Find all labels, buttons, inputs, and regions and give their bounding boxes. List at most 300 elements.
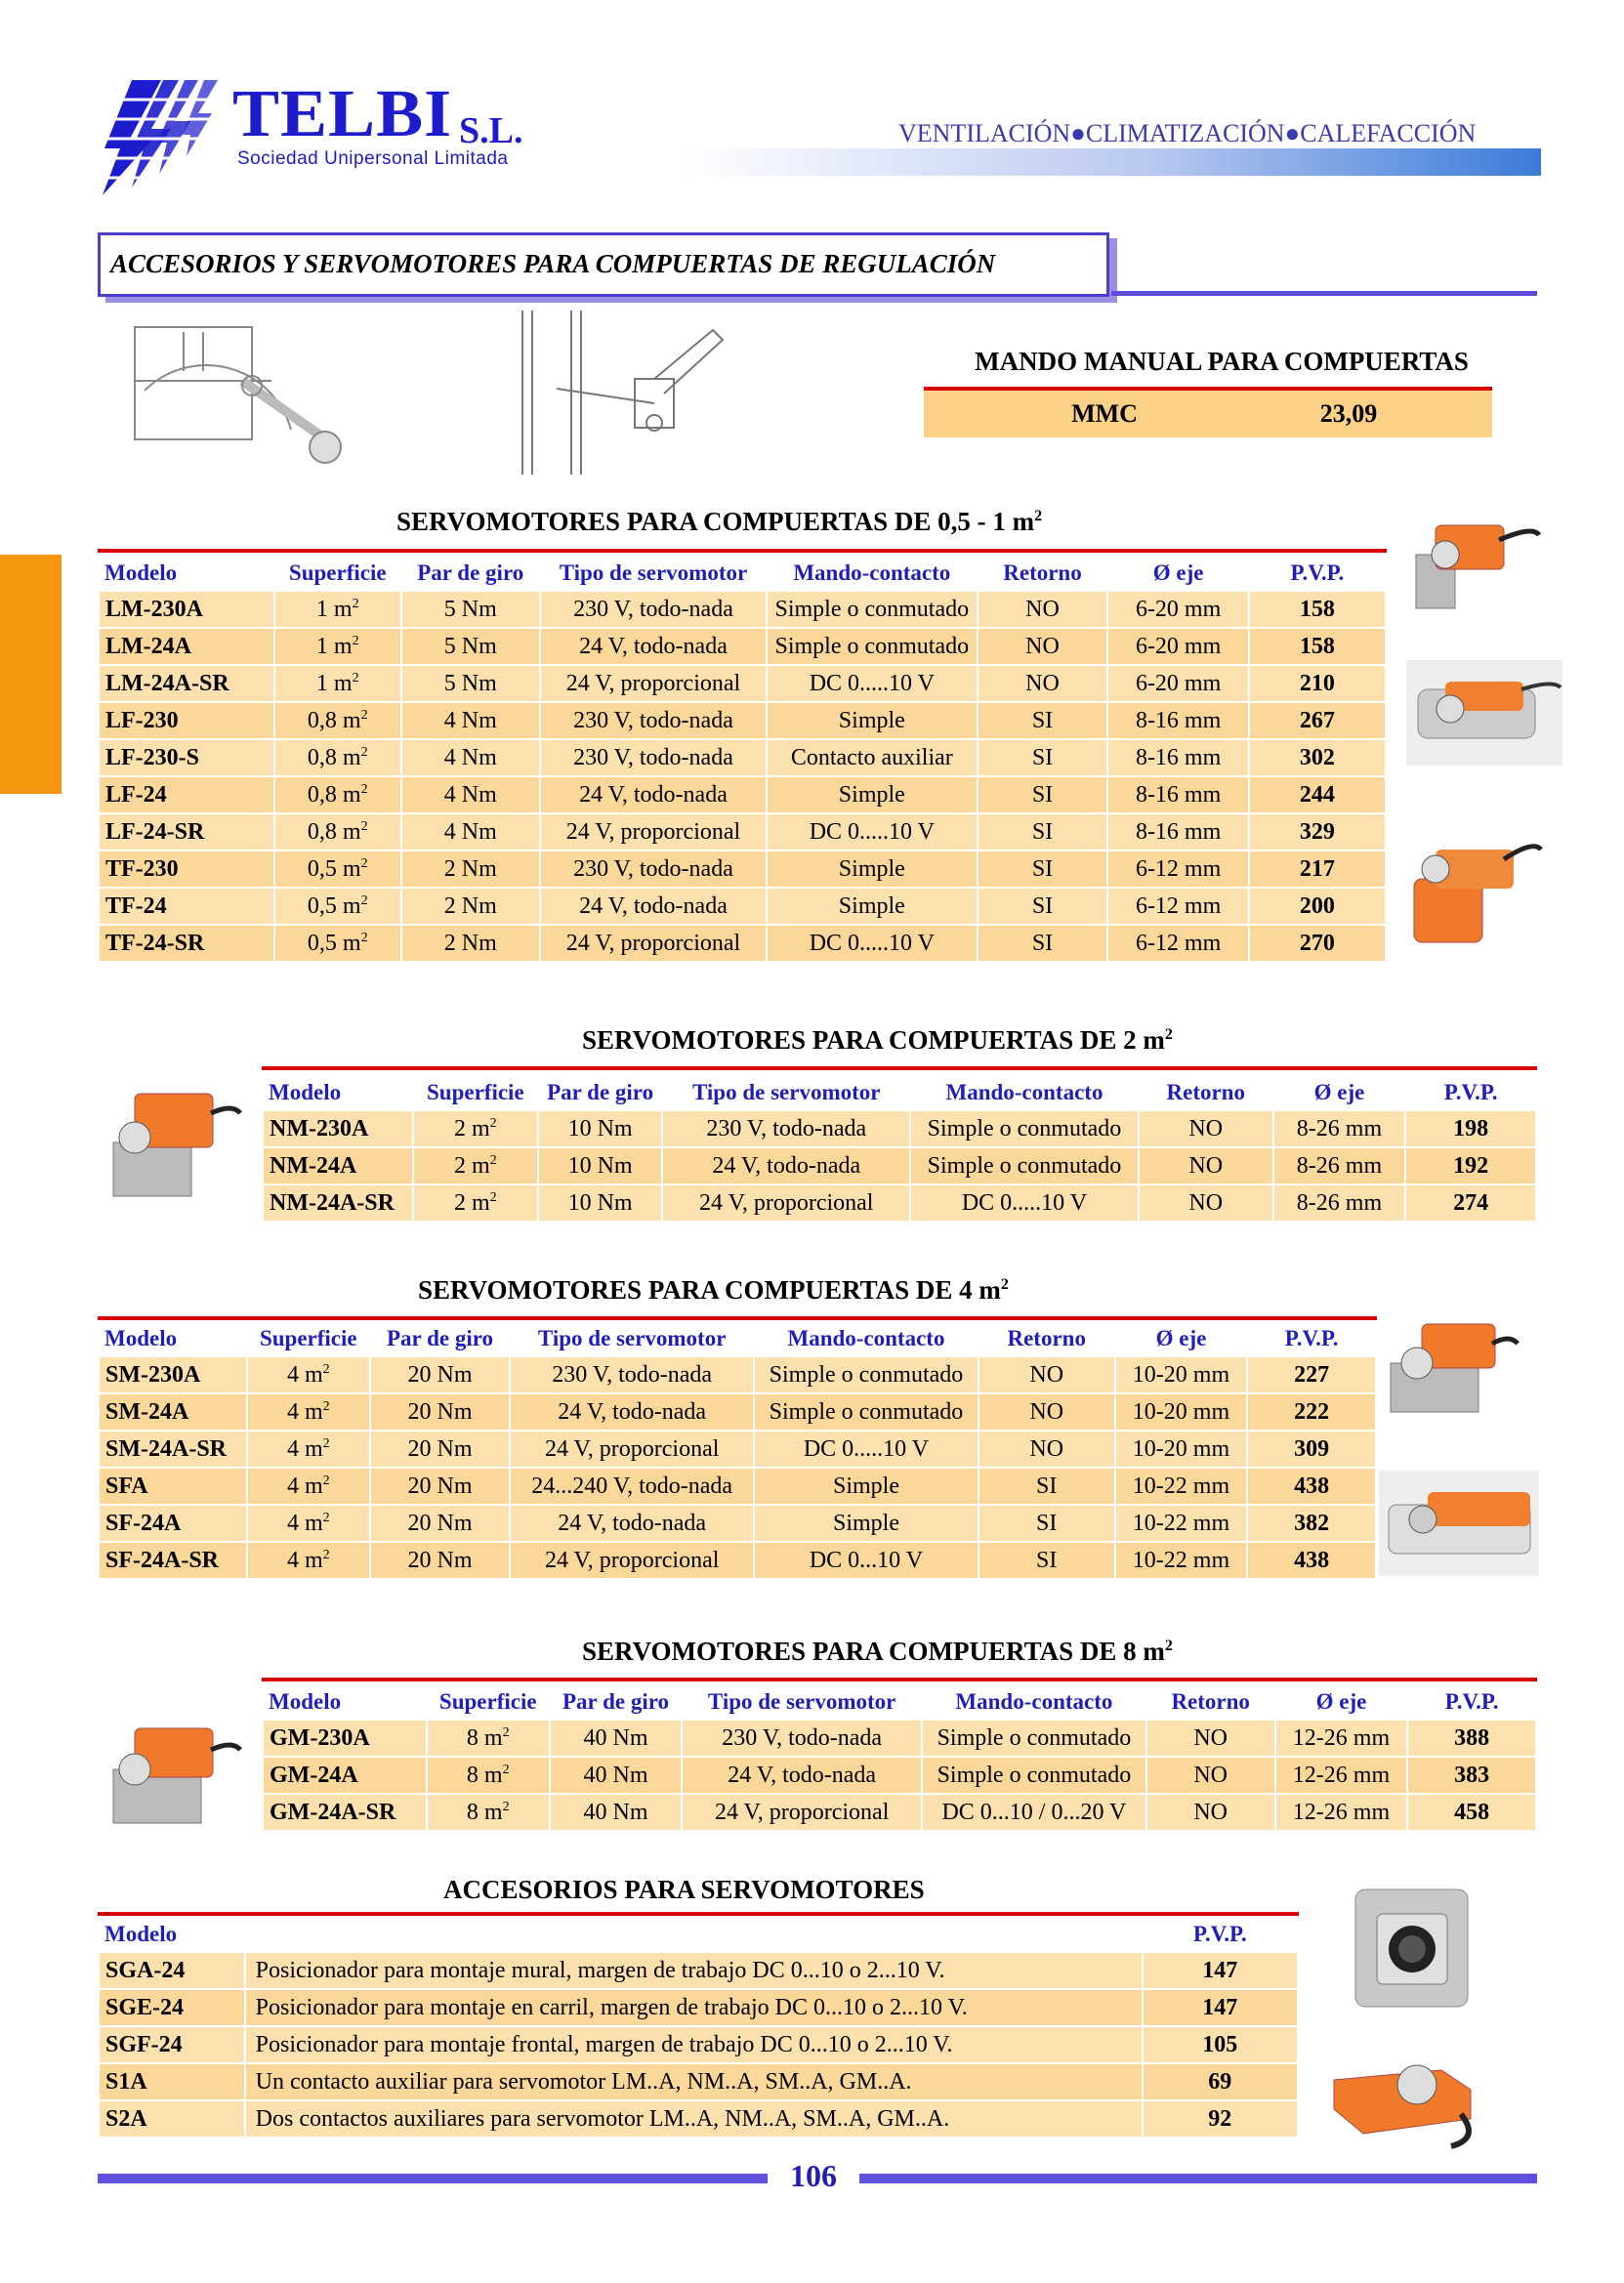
cell-eje: 6-20 mm xyxy=(1107,628,1248,665)
cell-superficie: 0,8 $m^2$ xyxy=(274,702,401,739)
cell-modelo: LM-230A xyxy=(99,591,274,628)
table-row xyxy=(99,1505,1376,1542)
col-desc xyxy=(245,1918,1143,1952)
cell-tipo: 230 V, todo-nada xyxy=(662,1110,910,1147)
cell-eje: 6-12 mm xyxy=(1107,925,1248,962)
cell-superficie: 8 $m^2$ xyxy=(427,1757,550,1794)
cell-superficie: 0,8 $m^2$ xyxy=(274,739,401,776)
cell-superficie: 4 $m^2$ xyxy=(247,1468,370,1505)
cell-par: 10 Nm xyxy=(538,1110,663,1147)
cell-retorno: SI xyxy=(978,739,1108,776)
col-tipo: Tipo de servomotor xyxy=(707,1689,896,1714)
cell-modelo: NM-24A xyxy=(263,1147,413,1184)
cell-par: 20 Nm xyxy=(370,1505,511,1542)
cell-retorno: NO xyxy=(978,591,1108,628)
cell-modelo: TF-230 xyxy=(99,851,274,888)
cell-modelo: LF-230-S xyxy=(99,739,274,776)
table-row xyxy=(99,1952,1298,1989)
cell-modelo: GM-230A xyxy=(263,1720,427,1757)
cell-modelo: LF-24-SR xyxy=(99,813,274,851)
cell-modelo: LF-24 xyxy=(99,776,274,813)
cell-par: 4 Nm xyxy=(401,702,540,739)
cell-par: 20 Nm xyxy=(370,1468,511,1505)
cell-retorno: NO xyxy=(1146,1757,1275,1794)
actuator-lm-image xyxy=(1406,496,1541,621)
table-row xyxy=(263,1720,1536,1757)
cell-par: 20 Nm xyxy=(370,1431,511,1468)
cell-mando: Simple o conmutado xyxy=(767,628,977,665)
page-number: 106 xyxy=(790,2158,837,2193)
col-mando: Mando-contacto xyxy=(793,560,951,585)
cell-retorno: NO xyxy=(979,1393,1115,1431)
cell-par: 20 Nm xyxy=(370,1356,511,1393)
cell-superficie: 4 $m^2$ xyxy=(247,1393,370,1431)
section-title-box xyxy=(98,232,1109,297)
col-tipo: Tipo de servomotor xyxy=(537,1326,727,1350)
cell-modelo: SF-24A xyxy=(99,1505,247,1542)
cell-tipo: 24 V, proporcional xyxy=(510,1542,754,1579)
table4-header xyxy=(263,1685,1536,1720)
logo-bolt-icon xyxy=(103,80,229,195)
cell-eje: 10-20 mm xyxy=(1115,1393,1248,1431)
cell-pvp: 105 xyxy=(1143,2026,1298,2063)
cell-retorno: SI xyxy=(979,1542,1115,1579)
table4-rule xyxy=(262,1678,1537,1681)
col-pvp: P.V.P. xyxy=(1284,1326,1339,1350)
cell-pvp: 438 xyxy=(1247,1468,1376,1505)
cell-retorno: SI xyxy=(978,851,1108,888)
cell-modelo: SGF-24 xyxy=(99,2026,245,2063)
table-row xyxy=(99,665,1386,702)
col-modelo: Modelo xyxy=(269,1080,342,1104)
cell-pvp: 309 xyxy=(1247,1431,1376,1468)
logo-suffix: S.L. xyxy=(459,110,523,151)
table-row xyxy=(99,925,1386,962)
col-pvp: P.V.P. xyxy=(1443,1080,1498,1104)
cell-tipo: 230 V, todo-nada xyxy=(540,851,767,888)
cell-par: 10 Nm xyxy=(538,1147,663,1184)
cell-eje: 12-26 mm xyxy=(1275,1720,1408,1757)
col-modelo: Modelo xyxy=(269,1689,342,1714)
footer-bar-right xyxy=(859,2174,1537,2183)
cell-superficie: 0,5 $m^2$ xyxy=(274,888,401,925)
cell-mando: DC 0.....10 V xyxy=(767,925,977,962)
cell-retorno: NO xyxy=(979,1356,1115,1393)
cell-tipo: 24...240 V, todo-nada xyxy=(510,1468,754,1505)
cell-pvp: 329 xyxy=(1249,813,1386,851)
cell-superficie: 0,5 $m^2$ xyxy=(274,851,401,888)
cell-pvp: 227 xyxy=(1247,1356,1376,1393)
cell-retorno: NO xyxy=(1146,1720,1275,1757)
col-superficie: Superficie xyxy=(427,1080,524,1104)
cell-retorno: NO xyxy=(978,628,1108,665)
cell-par: 40 Nm xyxy=(550,1720,683,1757)
table2-header xyxy=(263,1076,1536,1110)
table-row xyxy=(99,2100,1298,2138)
cell-par: 2 Nm xyxy=(401,851,540,888)
cell-retorno: NO xyxy=(1139,1184,1273,1222)
cell-retorno: SI xyxy=(979,1505,1115,1542)
cell-modelo: TF-24 xyxy=(99,888,274,925)
col-par: Par de giro xyxy=(562,1689,670,1714)
col-par: Par de giro xyxy=(417,560,524,585)
table-row xyxy=(99,776,1386,813)
col-modelo: Modelo xyxy=(104,560,178,585)
cell-mando: Simple xyxy=(754,1505,979,1542)
cell-superficie: 8 $m^2$ xyxy=(427,1720,550,1757)
actuator-sm-image xyxy=(1383,1305,1520,1422)
cell-modelo: GM-24A-SR xyxy=(263,1794,427,1831)
cell-par: 4 Nm xyxy=(401,776,540,813)
cell-par: 40 Nm xyxy=(550,1794,683,1831)
cell-eje: 6-12 mm xyxy=(1107,851,1248,888)
table2-title: SERVOMOTORES PARA COMPUERTAS DE 2 $m^2$ xyxy=(582,1025,1173,1055)
table4-title: SERVOMOTORES PARA COMPUERTAS DE 8 $m^2$ xyxy=(582,1637,1173,1666)
cell-par: 2 Nm xyxy=(401,888,540,925)
cell-tipo: 24 V, todo-nada xyxy=(540,888,767,925)
cell-mando: Simple xyxy=(767,776,977,813)
col-mando: Mando-contacto xyxy=(945,1080,1103,1104)
table1 xyxy=(98,557,1387,963)
cell-tipo: 24 V, proporcional xyxy=(540,925,767,962)
cell-superficie: 1 $m^2$ xyxy=(274,665,401,702)
cell-mando: DC 0...10 / 0...20 V xyxy=(922,1794,1146,1831)
cell-mando: Simple xyxy=(767,888,977,925)
cell-pvp: 267 xyxy=(1249,702,1386,739)
cell-pvp: 438 xyxy=(1247,1542,1376,1579)
cell-pvp: 158 xyxy=(1249,628,1386,665)
cell-retorno: SI xyxy=(978,888,1108,925)
cell-mando: Simple o conmutado xyxy=(754,1393,979,1431)
cell-par: 4 Nm xyxy=(401,813,540,851)
cell-retorno: NO xyxy=(979,1431,1115,1468)
cell-pvp: 382 xyxy=(1247,1505,1376,1542)
cell-modelo: SFA xyxy=(99,1468,247,1505)
cell-tipo: 24 V, proporcional xyxy=(682,1794,922,1831)
cell-modelo: GM-24A xyxy=(263,1757,427,1794)
col-retorno: Retorno xyxy=(1003,560,1082,585)
cell-retorno: NO xyxy=(1139,1147,1273,1184)
table-row xyxy=(99,1542,1376,1579)
cell-modelo: SF-24A-SR xyxy=(99,1542,247,1579)
mmc-row xyxy=(924,391,1492,437)
cell-mando: Simple xyxy=(767,702,977,739)
col-modelo: Modelo xyxy=(104,1326,178,1350)
table3-rule xyxy=(98,1316,1377,1320)
cell-eje: 10-22 mm xyxy=(1115,1505,1248,1542)
cell-tipo: 24 V, todo-nada xyxy=(510,1505,754,1542)
table-row xyxy=(263,1757,1536,1794)
cell-modelo: SM-24A xyxy=(99,1393,247,1431)
logo-wordmark: TELBI xyxy=(232,76,453,150)
positioner-box-image xyxy=(1346,1885,1480,2012)
cell-mando: DC 0.....10 V xyxy=(767,665,977,702)
cell-superficie: 2 $m^2$ xyxy=(413,1110,538,1147)
cell-par: 5 Nm xyxy=(401,628,540,665)
cell-eje: 12-26 mm xyxy=(1275,1794,1408,1831)
cell-eje: 8-16 mm xyxy=(1107,739,1248,776)
cell-mando: Contacto auxiliar xyxy=(767,739,977,776)
cell-eje: 8-16 mm xyxy=(1107,702,1248,739)
cell-superficie: 1 $m^2$ xyxy=(274,591,401,628)
accessories-header xyxy=(99,1918,1298,1952)
cell-mando: Simple o conmutado xyxy=(922,1757,1146,1794)
table3-title: SERVOMOTORES PARA COMPUERTAS DE 4 $m^2$ xyxy=(418,1275,1009,1305)
side-orange-tab xyxy=(0,555,62,794)
table4 xyxy=(262,1685,1537,1832)
actuator-sf-image xyxy=(1379,1471,1539,1576)
cell-tipo: 230 V, todo-nada xyxy=(540,702,767,739)
mmc-title: MANDO MANUAL PARA COMPUERTAS xyxy=(975,347,1469,376)
cell-retorno: SI xyxy=(978,776,1108,813)
cell-pvp: 244 xyxy=(1249,776,1386,813)
col-par: Par de giro xyxy=(386,1326,494,1350)
cell-superficie: 2 $m^2$ xyxy=(413,1147,538,1184)
col-tipo: Tipo de servomotor xyxy=(559,560,748,585)
header-tagline: VENTILACIÓN●CLIMATIZACIÓN●CALEFACCIÓN xyxy=(898,119,1477,147)
cell-par: 20 Nm xyxy=(370,1542,511,1579)
cell-pvp: 92 xyxy=(1143,2100,1298,2138)
col-superficie: Superficie xyxy=(288,560,387,585)
cell-retorno: SI xyxy=(978,813,1108,851)
table-row xyxy=(99,2063,1298,2100)
table-row xyxy=(99,702,1386,739)
cell-pvp: 210 xyxy=(1249,665,1386,702)
table-row xyxy=(99,591,1386,628)
cell-tipo: 230 V, todo-nada xyxy=(540,591,767,628)
cell-modelo: NM-24A-SR xyxy=(263,1184,413,1222)
accessories-table xyxy=(98,1918,1299,2138)
col-mando: Mando-contacto xyxy=(955,1689,1113,1714)
table-row xyxy=(263,1794,1536,1831)
cell-modelo: SGE-24 xyxy=(99,1989,245,2026)
col-par: Par de giro xyxy=(547,1080,654,1104)
cell-mando: Simple o conmutado xyxy=(910,1147,1139,1184)
cell-modelo: S2A xyxy=(99,2100,245,2138)
col-eje: Ø eje xyxy=(1152,560,1204,585)
cell-superficie: 0,5 $m^2$ xyxy=(274,925,401,962)
section-rule xyxy=(1111,291,1537,296)
table-row xyxy=(263,1184,1536,1222)
cell-eje: 10-20 mm xyxy=(1115,1356,1248,1393)
cell-pvp: 192 xyxy=(1405,1147,1536,1184)
cell-retorno: NO xyxy=(1146,1794,1275,1831)
table-row xyxy=(263,1110,1536,1147)
accessories-title: ACCESORIOS PARA SERVOMOTORES xyxy=(443,1875,925,1904)
cell-modelo: LM-24A-SR xyxy=(99,665,274,702)
cell-pvp: 147 xyxy=(1143,1952,1298,1989)
cell-retorno: NO xyxy=(1139,1110,1273,1147)
cell-tipo: 24 V, proporcional xyxy=(510,1431,754,1468)
cell-tipo: 24 V, todo-nada xyxy=(682,1757,922,1794)
cell-par: 5 Nm xyxy=(401,665,540,702)
cell-retorno: SI xyxy=(979,1468,1115,1505)
cell-superficie: 1 $m^2$ xyxy=(274,628,401,665)
cell-pvp: 274 xyxy=(1405,1184,1536,1222)
table2 xyxy=(262,1076,1537,1223)
cell-modelo: S1A xyxy=(99,2063,245,2100)
cell-tipo: 230 V, todo-nada xyxy=(682,1720,922,1757)
cell-pvp: 222 xyxy=(1247,1393,1376,1431)
cell-par: 4 Nm xyxy=(401,739,540,776)
cell-pvp: 217 xyxy=(1249,851,1386,888)
table-row xyxy=(99,888,1386,925)
table1-rule xyxy=(98,549,1387,553)
manual-control-drawing-1 xyxy=(125,322,359,469)
cell-desc: Posicionador para montaje frontal, margen de trabajo DC 0...10 o 2...10 V. xyxy=(245,2026,1143,2063)
cell-eje: 10-22 mm xyxy=(1115,1542,1248,1579)
cell-par: 40 Nm xyxy=(550,1757,683,1794)
actuator-gm-image xyxy=(105,1711,242,1834)
cell-pvp: 383 xyxy=(1407,1757,1536,1794)
col-pvp: P.V.P. xyxy=(1444,1689,1499,1714)
manual-control-drawing-2 xyxy=(518,311,732,475)
cell-eje: 6-20 mm xyxy=(1107,665,1248,702)
cell-mando: Simple xyxy=(767,851,977,888)
cell-tipo: 24 V, proporcional xyxy=(662,1184,910,1222)
auxiliary-contact-image xyxy=(1324,2041,1488,2150)
col-superficie: Superficie xyxy=(259,1326,357,1350)
cell-modelo: TF-24-SR xyxy=(99,925,274,962)
cell-mando: Simple o conmutado xyxy=(754,1356,979,1393)
header-gradient-bar xyxy=(684,148,1541,176)
cell-pvp: 270 xyxy=(1249,925,1386,962)
cell-eje: 6-12 mm xyxy=(1107,888,1248,925)
col-mando: Mando-contacto xyxy=(787,1326,945,1350)
cell-mando: Simple o conmutado xyxy=(910,1110,1139,1147)
table-row xyxy=(99,1989,1298,2026)
cell-tipo: 230 V, todo-nada xyxy=(540,739,767,776)
cell-eje: 8-26 mm xyxy=(1273,1147,1406,1184)
cell-modelo: NM-230A xyxy=(263,1110,413,1147)
cell-pvp: 200 xyxy=(1249,888,1386,925)
cell-modelo: LM-24A xyxy=(99,628,274,665)
cell-superficie: 4 $m^2$ xyxy=(247,1505,370,1542)
col-retorno: Retorno xyxy=(1171,1689,1250,1714)
cell-eje: 8-26 mm xyxy=(1273,1184,1406,1222)
cell-mando: DC 0...10 V xyxy=(754,1542,979,1579)
logo-subtitle: Sociedad Unipersonal Limitada xyxy=(237,148,509,169)
table-row xyxy=(99,1393,1376,1431)
cell-pvp: 458 xyxy=(1407,1794,1536,1831)
cell-modelo: SM-230A xyxy=(99,1356,247,1393)
cell-tipo: 230 V, todo-nada xyxy=(510,1356,754,1393)
cell-eje: 12-26 mm xyxy=(1275,1757,1408,1794)
col-superficie: Superficie xyxy=(438,1689,537,1714)
cell-mando: Simple o conmutado xyxy=(767,591,977,628)
actuator-lf-image xyxy=(1406,660,1562,766)
col-modelo: Modelo xyxy=(104,1922,178,1946)
table-row xyxy=(99,739,1386,776)
accessories-rule xyxy=(98,1912,1299,1916)
cell-desc: Posicionador para montaje en carril, margen de trabajo DC 0...10 o 2...10 V. xyxy=(245,1989,1143,2026)
cell-par: 2 Nm xyxy=(401,925,540,962)
actuator-nm-image xyxy=(105,1074,242,1205)
cell-par: 10 Nm xyxy=(538,1184,663,1222)
col-pvp: P.V.P. xyxy=(1290,560,1345,585)
cell-superficie: 0,8 $m^2$ xyxy=(274,813,401,851)
cell-desc: Un contacto auxiliar para servomotor LM..A, NM..A, SM..A, GM..A. xyxy=(245,2063,1143,2100)
cell-tipo: 24 V, proporcional xyxy=(540,665,767,702)
cell-tipo: 24 V, todo-nada xyxy=(510,1393,754,1431)
actuator-tf-image xyxy=(1406,820,1543,949)
cell-modelo: SM-24A-SR xyxy=(99,1431,247,1468)
cell-pvp: 158 xyxy=(1249,591,1386,628)
cell-mando: DC 0.....10 V xyxy=(754,1431,979,1468)
table-row xyxy=(263,1147,1536,1184)
cell-retorno: SI xyxy=(978,702,1108,739)
table1-title: SERVOMOTORES PARA COMPUERTAS DE 0,5 - 1 $m^2$ xyxy=(396,507,1043,536)
table-row xyxy=(99,628,1386,665)
cell-desc: Dos contactos auxiliares para servomotor LM..A, NM..A, SM..A, GM..A. xyxy=(245,2100,1143,2138)
cell-desc: Posicionador para montaje mural, margen de trabajo DC 0...10 o 2...10 V. xyxy=(245,1952,1143,1989)
mmc-price: 23,09 xyxy=(1319,399,1378,428)
cell-tipo: 24 V, proporcional xyxy=(540,813,767,851)
cell-superficie: 4 $m^2$ xyxy=(247,1356,370,1393)
cell-tipo: 24 V, todo-nada xyxy=(662,1147,910,1184)
col-pvp: P.V.P. xyxy=(1192,1922,1247,1946)
cell-mando: Simple o conmutado xyxy=(922,1720,1146,1757)
cell-tipo: 24 V, todo-nada xyxy=(540,628,767,665)
cell-retorno: NO xyxy=(978,665,1108,702)
cell-eje: 8-26 mm xyxy=(1273,1110,1406,1147)
cell-mando: DC 0.....10 V xyxy=(910,1184,1139,1222)
table1-header xyxy=(99,557,1386,591)
col-retorno: Retorno xyxy=(1166,1080,1245,1104)
footer-bar-left xyxy=(98,2174,768,2183)
cell-modelo: LF-230 xyxy=(99,702,274,739)
cell-superficie: 4 $m^2$ xyxy=(247,1542,370,1579)
col-eje: Ø eje xyxy=(1155,1326,1207,1350)
section-title: ACCESORIOS Y SERVOMOTORES PARA COMPUERTAS DE REGULACIÓN xyxy=(110,249,996,278)
cell-par: 5 Nm xyxy=(401,591,540,628)
table-row xyxy=(99,851,1386,888)
cell-retorno: SI xyxy=(978,925,1108,962)
cell-superficie: 0,8 $m^2$ xyxy=(274,776,401,813)
cell-eje: 6-20 mm xyxy=(1107,591,1248,628)
cell-superficie: 4 $m^2$ xyxy=(247,1431,370,1468)
cell-mando: DC 0.....10 V xyxy=(767,813,977,851)
table3-header xyxy=(99,1322,1376,1356)
cell-pvp: 69 xyxy=(1143,2063,1298,2100)
cell-pvp: 388 xyxy=(1407,1720,1536,1757)
cell-pvp: 302 xyxy=(1249,739,1386,776)
table3 xyxy=(98,1322,1377,1580)
cell-mando: Simple xyxy=(754,1468,979,1505)
cell-eje: 10-20 mm xyxy=(1115,1431,1248,1468)
table-row xyxy=(99,813,1386,851)
cell-eje: 8-16 mm xyxy=(1107,813,1248,851)
table-row xyxy=(99,1468,1376,1505)
cell-eje: 10-22 mm xyxy=(1115,1468,1248,1505)
cell-modelo: SGA-24 xyxy=(99,1952,245,1989)
table-row xyxy=(99,1356,1376,1393)
col-tipo: Tipo de servomotor xyxy=(691,1080,881,1104)
col-eje: Ø eje xyxy=(1313,1080,1365,1104)
table-row xyxy=(99,2026,1298,2063)
col-retorno: Retorno xyxy=(1007,1326,1086,1350)
mmc-model: MMC xyxy=(1071,399,1138,428)
col-eje: Ø eje xyxy=(1315,1689,1367,1714)
cell-tipo: 24 V, todo-nada xyxy=(540,776,767,813)
cell-eje: 8-16 mm xyxy=(1107,776,1248,813)
cell-superficie: 8 $m^2$ xyxy=(427,1794,550,1831)
cell-superficie: 2 $m^2$ xyxy=(413,1184,538,1222)
cell-pvp: 147 xyxy=(1143,1989,1298,2026)
table-row xyxy=(99,1431,1376,1468)
table2-rule xyxy=(262,1066,1537,1070)
cell-par: 20 Nm xyxy=(370,1393,511,1431)
